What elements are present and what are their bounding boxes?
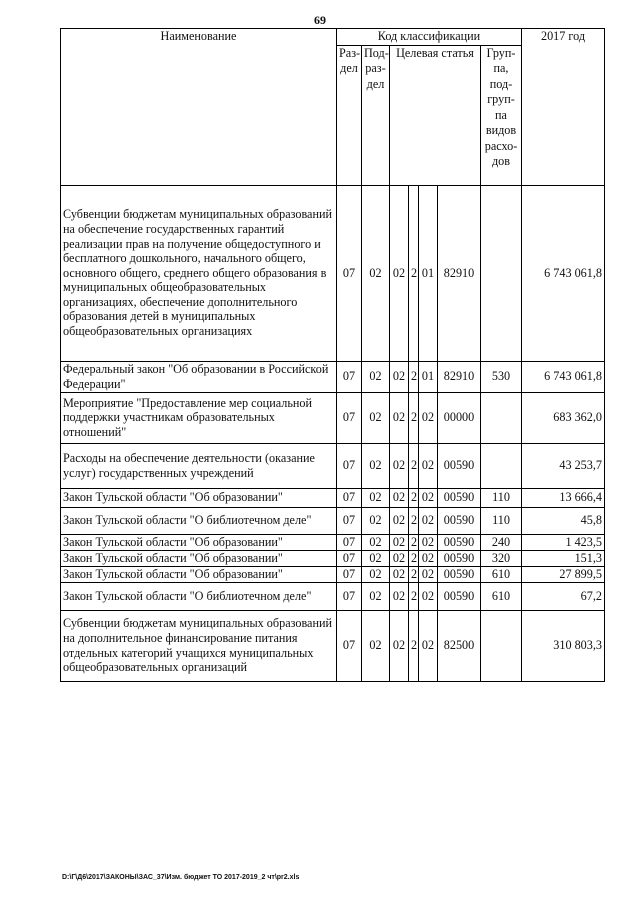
row-target-direction: 00590 (438, 488, 481, 507)
row-expense-group (481, 443, 522, 488)
table-row (61, 361, 605, 392)
row-name: Закон Тульской области "Об образовании" (61, 534, 337, 550)
row-target-type: 2 (409, 443, 419, 488)
row-target-direction: 82500 (438, 610, 481, 681)
row-expense-group: 110 (481, 507, 522, 534)
row-subsection: 02 (362, 507, 390, 534)
row-expense-group (481, 185, 522, 361)
table-row (61, 443, 605, 488)
row-section: 07 (337, 582, 362, 610)
row-target-type: 2 (409, 507, 419, 534)
row-target-event: 02 (419, 392, 438, 443)
row-target-direction: 00590 (438, 534, 481, 550)
row-amount: 6 743 061,8 (522, 185, 605, 361)
row-target-program: 02 (390, 392, 409, 443)
row-section: 07 (337, 361, 362, 392)
row-subsection: 02 (362, 488, 390, 507)
row-section: 07 (337, 610, 362, 681)
budget-table (60, 28, 605, 682)
row-amount: 310 803,3 (522, 610, 605, 681)
row-target-type: 2 (409, 550, 419, 566)
row-expense-group (481, 392, 522, 443)
header-target: Целевая статья (390, 45, 481, 185)
row-target-program: 02 (390, 534, 409, 550)
row-subsection: 02 (362, 443, 390, 488)
row-target-event: 02 (419, 507, 438, 534)
row-target-event: 02 (419, 534, 438, 550)
row-name: Закон Тульской области "Об образовании" (61, 550, 337, 566)
row-amount: 45,8 (522, 507, 605, 534)
table-row (61, 582, 605, 610)
header-subsection: Под- раз- дел (362, 45, 390, 185)
row-target-direction: 82910 (438, 361, 481, 392)
table-row (61, 392, 605, 443)
row-subsection: 02 (362, 392, 390, 443)
row-target-program: 02 (390, 550, 409, 566)
row-amount: 43 253,7 (522, 443, 605, 488)
row-subsection: 02 (362, 361, 390, 392)
row-expense-group: 240 (481, 534, 522, 550)
row-target-program: 02 (390, 610, 409, 681)
row-target-event: 02 (419, 550, 438, 566)
header-year: 2017 год (522, 29, 605, 186)
table-row (61, 534, 605, 550)
row-section: 07 (337, 392, 362, 443)
row-target-direction: 82910 (438, 185, 481, 361)
page-number: 69 (314, 13, 326, 27)
row-name: Закон Тульской области "О библиотечном деле" (61, 582, 337, 610)
row-name: Мероприятие "Предоставление мер социальной поддержки участникам образовательных отношений" (61, 392, 337, 443)
row-target-type: 2 (409, 566, 419, 582)
row-target-program: 02 (390, 185, 409, 361)
header-classification: Код классификации (337, 29, 522, 46)
row-name: Субвенции бюджетам муниципальных образований на обеспечение государственных гарантий реализации прав на получение общедоступного и бесплатного дошкольного, начального общего, основного общего, среднего общего образования в муниципальных общеобразовательных организациях, обеспечение дополнительного образования детей в муниципальных общеобразовательных организациях (61, 185, 337, 361)
row-name: Закон Тульской области "Об образовании" (61, 566, 337, 582)
row-target-event: 01 (419, 361, 438, 392)
row-expense-group: 610 (481, 582, 522, 610)
row-amount: 13 666,4 (522, 488, 605, 507)
row-target-direction: 00590 (438, 550, 481, 566)
row-section: 07 (337, 534, 362, 550)
row-target-type: 2 (409, 185, 419, 361)
row-target-type: 2 (409, 361, 419, 392)
row-target-type: 2 (409, 392, 419, 443)
table-row (61, 610, 605, 681)
row-name: Федеральный закон "Об образовании в Российской Федерации" (61, 361, 337, 392)
row-subsection: 02 (362, 185, 390, 361)
row-expense-group: 320 (481, 550, 522, 566)
row-target-type: 2 (409, 488, 419, 507)
row-target-program: 02 (390, 566, 409, 582)
row-section: 07 (337, 488, 362, 507)
row-section: 07 (337, 443, 362, 488)
row-name: Закон Тульской области "О библиотечном деле" (61, 507, 337, 534)
table-row (61, 566, 605, 582)
row-target-event: 02 (419, 582, 438, 610)
row-expense-group (481, 610, 522, 681)
row-target-type: 2 (409, 610, 419, 681)
row-amount: 151,3 (522, 550, 605, 566)
file-path-footer: D:\Г\Д6\2017\ЗАКОНЫ\ЗАС_37\Изм. бюджет ТО 2017-2019_2 чт\pr2.xls (62, 874, 300, 881)
row-target-direction: 00590 (438, 566, 481, 582)
row-name: Закон Тульской области "Об образовании" (61, 488, 337, 507)
row-target-direction: 00590 (438, 443, 481, 488)
row-target-program: 02 (390, 507, 409, 534)
row-subsection: 02 (362, 534, 390, 550)
row-target-type: 2 (409, 582, 419, 610)
table-row (61, 550, 605, 566)
row-section: 07 (337, 507, 362, 534)
row-subsection: 02 (362, 566, 390, 582)
row-amount: 6 743 061,8 (522, 361, 605, 392)
row-amount: 67,2 (522, 582, 605, 610)
row-target-event: 02 (419, 443, 438, 488)
row-section: 07 (337, 185, 362, 361)
row-subsection: 02 (362, 550, 390, 566)
row-name: Субвенции бюджетам муниципальных образований на дополнительное финансирование питания отдельных категорий учащихся муниципальных общеобразовательных организаций (61, 610, 337, 681)
row-target-program: 02 (390, 488, 409, 507)
row-amount: 27 899,5 (522, 566, 605, 582)
row-name: Расходы на обеспечение деятельности (оказание услуг) государственных учреждений (61, 443, 337, 488)
row-target-event: 02 (419, 610, 438, 681)
row-amount: 683 362,0 (522, 392, 605, 443)
table-row (61, 488, 605, 507)
row-expense-group: 530 (481, 361, 522, 392)
row-expense-group: 610 (481, 566, 522, 582)
row-target-direction: 00000 (438, 392, 481, 443)
row-amount: 1 423,5 (522, 534, 605, 550)
row-target-direction: 00590 (438, 507, 481, 534)
row-target-event: 01 (419, 185, 438, 361)
row-subsection: 02 (362, 610, 390, 681)
row-target-event: 02 (419, 566, 438, 582)
row-target-event: 02 (419, 488, 438, 507)
row-subsection: 02 (362, 582, 390, 610)
row-section: 07 (337, 550, 362, 566)
header-section: Раз- дел (337, 45, 362, 185)
table-row (61, 507, 605, 534)
row-section: 07 (337, 566, 362, 582)
table-row (61, 185, 605, 361)
header-name: Наименование (61, 29, 337, 186)
row-target-direction: 00590 (438, 582, 481, 610)
row-target-program: 02 (390, 582, 409, 610)
row-target-program: 02 (390, 443, 409, 488)
row-target-type: 2 (409, 534, 419, 550)
header-group: Груп- па, под- груп- па видов расхо- дов (481, 45, 522, 185)
row-target-program: 02 (390, 361, 409, 392)
row-expense-group: 110 (481, 488, 522, 507)
